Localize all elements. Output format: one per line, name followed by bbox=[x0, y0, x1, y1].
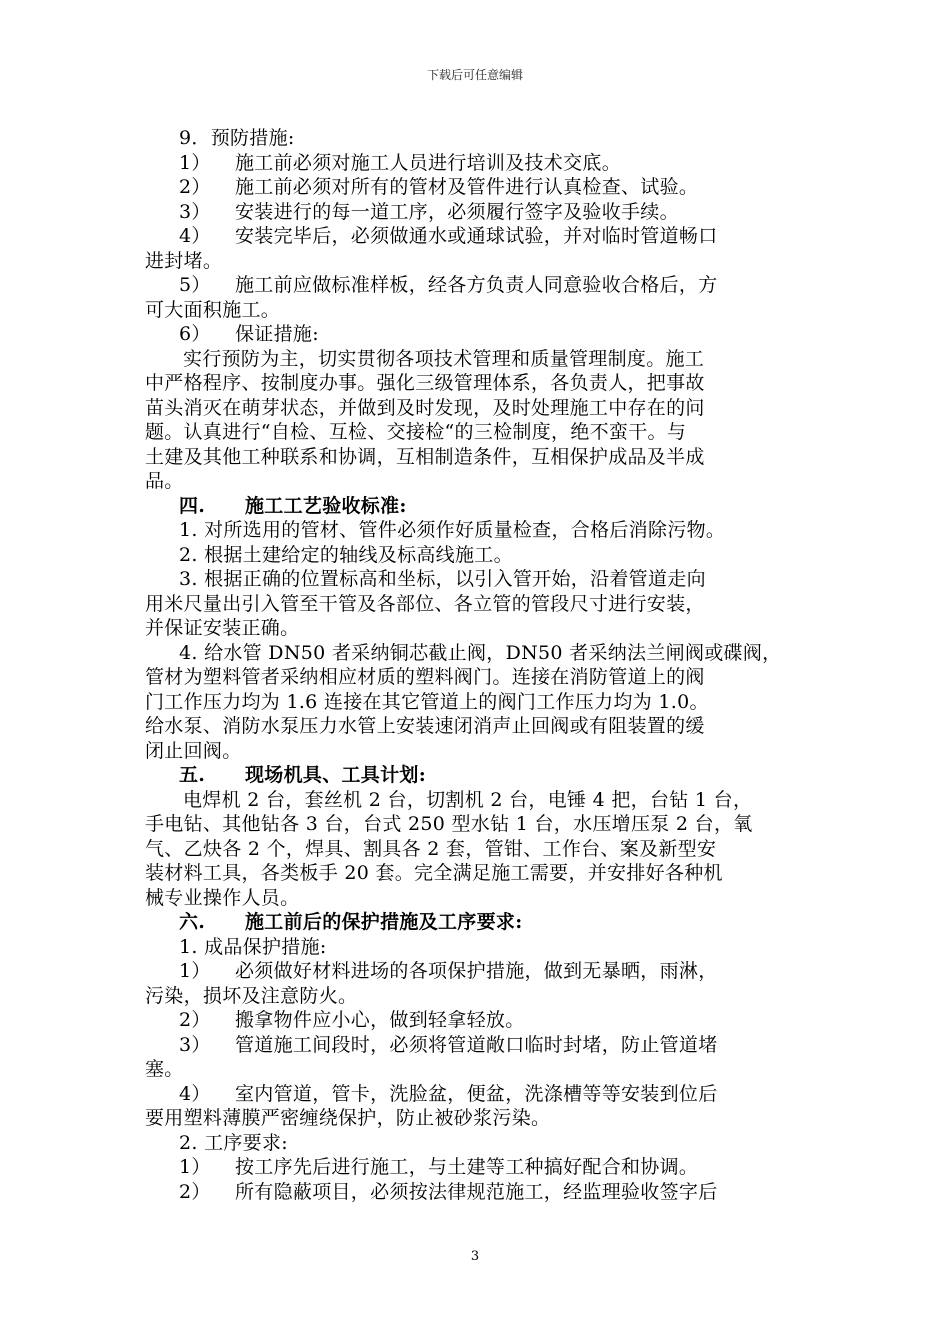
line-text: 中严格程序、按制度办事。强化三级管理体系，各负责人，把事故 bbox=[145, 372, 705, 394]
section-heading bbox=[145, 494, 817, 519]
text-line bbox=[145, 690, 817, 715]
text-line bbox=[145, 984, 817, 1009]
text-line bbox=[145, 788, 817, 813]
text-line bbox=[145, 641, 817, 666]
item-number: 1） bbox=[179, 1156, 211, 1178]
line-text: 施工工艺验收标准: bbox=[245, 494, 407, 517]
line-text: 电焊机 2 台，套丝机 2 台，切割机 2 台，电锤 4 把，台钻 1 台， bbox=[183, 788, 753, 811]
line-text: 进封堵。 bbox=[145, 249, 223, 272]
line-text: 施工前必须对所有的管材及管件进行认真检查、试验。 bbox=[235, 176, 699, 198]
numbered-item bbox=[145, 175, 817, 200]
item-number: 2） bbox=[179, 1009, 211, 1031]
text-line bbox=[145, 714, 817, 739]
line-text: 械专业操作人员。 bbox=[145, 886, 300, 909]
text-line bbox=[145, 837, 817, 862]
numbered-item bbox=[145, 1082, 817, 1107]
line-text: 9．预防措施: bbox=[179, 127, 295, 149]
text-line bbox=[145, 396, 817, 421]
text-line bbox=[145, 249, 817, 274]
item-number: 2） bbox=[179, 176, 211, 198]
item-number: 5） bbox=[179, 274, 211, 296]
text-line bbox=[145, 469, 817, 494]
item-number: 1） bbox=[179, 151, 211, 174]
line-text: 品。 bbox=[145, 470, 184, 492]
text-line bbox=[145, 445, 817, 470]
item-number: 四. bbox=[179, 494, 206, 517]
line-text: 装材料工具，各类板手 20 套。完全满足施工需要，并安排好各种机 bbox=[145, 862, 723, 884]
text-line bbox=[145, 371, 817, 396]
line-text: 施工前后的保护措施及工序要求: bbox=[245, 911, 523, 933]
line-text: 必须做好材料进场的各项保护措施，做到无暴晒，雨淋， bbox=[235, 960, 718, 982]
line-text: 要用塑料薄膜严密缠绕保护，防止被砂浆污染。 bbox=[145, 1107, 551, 1129]
section-heading bbox=[145, 910, 817, 935]
line-text: 室内管道，管卡，洗脸盆，便盆，洗涤槽等等安装到位后 bbox=[235, 1082, 718, 1105]
text-line bbox=[145, 886, 817, 911]
line-text: 所有隐蔽项目，必须按法律规范施工，经监理验收签字后 bbox=[235, 1180, 718, 1203]
text-line bbox=[145, 420, 817, 445]
line-text: 施工前应做标准样板，经各方负责人同意验收合格后，方 bbox=[235, 274, 718, 296]
line-text: 管材为塑料管者采纳相应材质的塑料阀门。连接在消防管道上的阀 bbox=[145, 666, 705, 688]
line-text: 闭止回阀。 bbox=[145, 739, 242, 762]
numbered-item bbox=[145, 200, 817, 225]
numbered-item bbox=[145, 1008, 817, 1033]
text-line bbox=[145, 812, 817, 837]
item-number: 1） bbox=[179, 960, 211, 982]
text-line bbox=[145, 347, 817, 372]
numbered-item bbox=[145, 1033, 817, 1058]
line-text: 1. 成品保护措施: bbox=[179, 935, 327, 958]
line-text: 3. 根据正确的位置标高和坐标，以引入管开始，沿着管道走向 bbox=[179, 568, 706, 590]
text-line bbox=[145, 665, 817, 690]
line-text: 4. 给水管 DN50 者采纳铜芯截止阀，DN50 者采纳法兰闸阀或碟阀， bbox=[179, 641, 782, 664]
line-text: 土建及其他工种联系和协调，互相制造条件，互相保护成品及半成 bbox=[145, 445, 705, 468]
item-number: 4） bbox=[179, 1082, 211, 1105]
text-line bbox=[145, 592, 817, 617]
item-number: 2） bbox=[179, 1180, 211, 1203]
line-text: 手电钻、其他钻各 3 台，台式 250 型水钻 1 台，水压增压泵 2 台，氧 bbox=[145, 813, 753, 835]
line-text: 安装进行的每一道工序，必须履行签字及验收手续。 bbox=[235, 200, 679, 223]
line-text: 气、乙炔各 2 个，焊具、割具各 2 套，管钳、工作台、案及新型安 bbox=[145, 837, 717, 860]
text-line bbox=[145, 739, 817, 764]
document-body bbox=[145, 126, 817, 1204]
line-text: 苗头消灭在萌芽状态，并做到及时发现，及时处理施工中存在的问 bbox=[145, 396, 705, 419]
line-text: 可大面积施工。 bbox=[145, 298, 281, 321]
line-text: 用米尺量出引入管至干管及各部位、各立管的管段尺寸进行安装， bbox=[145, 592, 705, 615]
line-text: 门工作压力均为 1.6 连接在其它管道上的阀门工作压力均为 1.0。 bbox=[145, 690, 709, 713]
line-text: 安装完毕后，必须做通水或通球试验，并对临时管道畅口 bbox=[235, 225, 718, 247]
line-text: 搬拿物件应小心，做到轻拿轻放。 bbox=[235, 1009, 525, 1031]
item-number: 3） bbox=[179, 200, 211, 223]
line-text: 2. 工序要求: bbox=[179, 1131, 288, 1154]
line-text: 施工前必须对施工人员进行培训及技术交底。 bbox=[235, 151, 622, 174]
numbered-item bbox=[145, 959, 817, 984]
item-number: 五. bbox=[179, 764, 206, 786]
numbered-item bbox=[145, 322, 817, 347]
numbered-item bbox=[145, 224, 817, 249]
line-text: 2. 根据土建给定的轴线及标高线施工。 bbox=[179, 543, 513, 566]
text-line bbox=[145, 1106, 817, 1131]
line-text: 1. 对所选用的管材、管件必须作好质量检查，合格后消除污物。 bbox=[179, 519, 726, 541]
text-line bbox=[145, 567, 817, 592]
line-text: 保证措施: bbox=[235, 323, 319, 345]
line-text: 污染，损坏及注意防火。 bbox=[145, 984, 358, 1007]
page-number: 3 bbox=[470, 1249, 480, 1264]
text-line bbox=[145, 1131, 817, 1156]
line-text: 管道施工间段时，必须将管道敞口临时封堵，防止管道堵 bbox=[235, 1033, 718, 1056]
line-text: 实行预防为主，切实贯彻各项技术管理和质量管理制度。施工 bbox=[183, 347, 705, 370]
numbered-item bbox=[145, 273, 817, 298]
text-line bbox=[145, 1057, 817, 1082]
text-line bbox=[145, 935, 817, 960]
text-line bbox=[145, 616, 817, 641]
item-number: 3） bbox=[179, 1033, 211, 1056]
item-number: 4） bbox=[179, 225, 211, 247]
text-line bbox=[145, 298, 817, 323]
line-text: 给水泵、消防水泵压力水管上安装速闭消声止回阀或有阻装置的缓 bbox=[145, 715, 705, 737]
line-text: 并保证安装正确。 bbox=[145, 617, 300, 639]
numbered-item bbox=[145, 1155, 817, 1180]
item-number: 6） bbox=[179, 323, 211, 345]
text-line bbox=[145, 861, 817, 886]
page-header: 下载后可任意编辑 bbox=[426, 68, 523, 82]
line-text: 题。认真进行“自检、互检、交接检“的三检制度，绝不蛮干。与 bbox=[145, 421, 687, 443]
section-heading bbox=[145, 763, 817, 788]
line-text: 塞。 bbox=[145, 1058, 184, 1080]
text-line bbox=[145, 543, 817, 568]
numbered-item bbox=[145, 1180, 817, 1205]
line-text: 按工序先后进行施工，与土建等工种搞好配合和协调。 bbox=[235, 1156, 699, 1178]
text-line bbox=[145, 518, 817, 543]
line-text: 现场机具、工具计划: bbox=[245, 764, 427, 786]
text-line bbox=[145, 126, 817, 151]
item-number: 六. bbox=[179, 911, 206, 933]
numbered-item bbox=[145, 151, 817, 176]
